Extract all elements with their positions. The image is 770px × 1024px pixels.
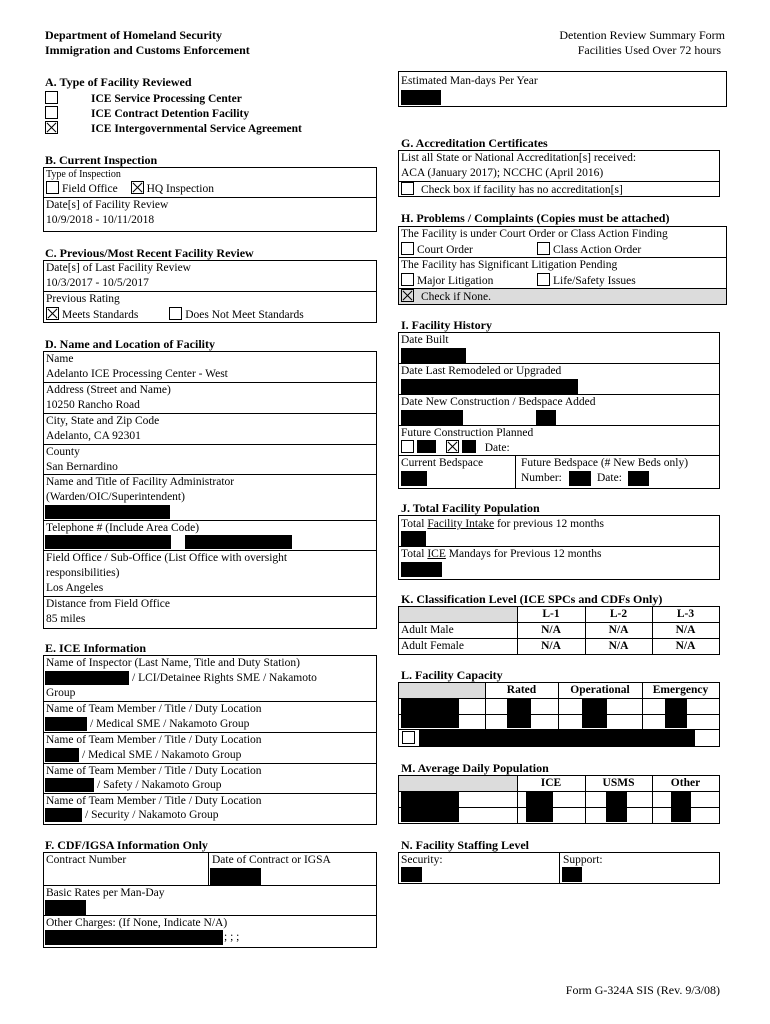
team-member-4: / Security / Nakamoto Group bbox=[85, 809, 219, 821]
court-order-options bbox=[401, 242, 473, 257]
city-label: City, State and Zip Code bbox=[46, 415, 160, 427]
future-date-label: Date: bbox=[484, 442, 510, 454]
team-member-3: / Safety / Nakamoto Group bbox=[97, 779, 222, 791]
section-g-title: G. Accreditation Certificates bbox=[401, 136, 548, 150]
current-bedspace-label: Current Bedspace bbox=[401, 457, 484, 469]
redacted-block bbox=[606, 792, 627, 822]
section-n-title: N. Facility Staffing Level bbox=[401, 838, 529, 852]
cdf-igsa-box bbox=[43, 852, 377, 948]
mandays-label: Estimated Man-days Per Year bbox=[401, 75, 538, 87]
checkbox[interactable] bbox=[45, 91, 58, 104]
name-value: Adelanto ICE Processing Center - West bbox=[46, 368, 228, 380]
accreditation-list-label: List all State or National Accreditation[s] received: bbox=[401, 152, 637, 164]
field-office-checkbox[interactable] bbox=[46, 181, 59, 194]
none-checkbox[interactable] bbox=[401, 289, 414, 302]
mandays-box bbox=[398, 71, 727, 107]
no-accreditation-label: Check box if facility has no accreditation[s] bbox=[421, 184, 623, 196]
new-construction-label: Date New Construction / Bedspace Added bbox=[401, 396, 596, 408]
none-option bbox=[401, 289, 491, 304]
team-label: Name of Team Member / Title / Duty Location bbox=[46, 734, 262, 746]
redacted-block bbox=[417, 440, 436, 453]
redacted-block bbox=[401, 562, 442, 577]
header-shade bbox=[399, 607, 517, 622]
accreditation-list-value: ACA (January 2017); NCCHC (April 2016) bbox=[401, 167, 604, 179]
distance-value: 85 miles bbox=[46, 613, 86, 625]
redacted-block bbox=[45, 900, 86, 915]
field-office-label: Field Office bbox=[62, 183, 118, 195]
no-accreditation-checkbox[interactable] bbox=[401, 182, 414, 195]
option-label: ICE Service Processing Center bbox=[91, 93, 242, 105]
distance-label: Distance from Field Office bbox=[46, 598, 171, 610]
redacted-block bbox=[569, 471, 591, 486]
redacted-block bbox=[210, 868, 261, 885]
previous-rating-label: Previous Rating bbox=[46, 293, 120, 305]
section-h-title: H. Problems / Complaints (Copies must be attached) bbox=[401, 211, 670, 225]
option-label: ICE Contract Detention Facility bbox=[91, 108, 250, 120]
support-label: Support: bbox=[563, 854, 603, 866]
redacted-block bbox=[401, 471, 427, 486]
col-l2: L-2 bbox=[609, 608, 628, 620]
redacted-block bbox=[401, 867, 422, 882]
staffing-box bbox=[398, 852, 720, 884]
facility-location-box bbox=[43, 351, 377, 629]
redacted-block bbox=[45, 535, 171, 549]
future-yes-checkbox[interactable] bbox=[446, 440, 459, 453]
no-accreditation-option bbox=[401, 182, 623, 197]
ice-mandays-label: Total ICE Mandays for Previous 12 months bbox=[401, 548, 602, 560]
col-emergency: Emergency bbox=[652, 684, 709, 696]
team-label: Name of Team Member / Title / Duty Location bbox=[46, 765, 262, 777]
hq-inspection-checkbox[interactable] bbox=[131, 181, 144, 194]
col-rated: Rated bbox=[506, 684, 537, 696]
divider bbox=[559, 853, 560, 883]
redacted-block bbox=[526, 792, 553, 822]
redacted-block bbox=[401, 348, 466, 363]
review-dates-value: 10/9/2018 - 10/11/2018 bbox=[46, 214, 155, 226]
future-no-checkbox[interactable] bbox=[401, 440, 414, 453]
header-shade bbox=[399, 776, 517, 791]
cell: N/A bbox=[541, 624, 561, 636]
section-b-title: B. Current Inspection bbox=[45, 153, 158, 167]
future-construction-label: Future Construction Planned bbox=[401, 427, 534, 439]
team-member-1: / Medical SME / Nakamoto Group bbox=[90, 718, 250, 730]
team-label: Name of Team Member / Title / Duty Location bbox=[46, 795, 262, 807]
major-litigation-label: Major Litigation bbox=[417, 275, 494, 287]
redacted-block bbox=[45, 717, 87, 731]
cell: N/A bbox=[608, 624, 629, 636]
last-review-value: 10/3/2017 - 10/5/2017 bbox=[46, 277, 149, 289]
redacted-block bbox=[401, 792, 459, 822]
phone-label: Telephone # (Include Area Code) bbox=[46, 522, 200, 534]
redacted-block bbox=[45, 748, 79, 762]
field-office-label-2: responsibilities) bbox=[46, 567, 120, 579]
form-title bbox=[559, 28, 725, 58]
redacted-block bbox=[419, 729, 695, 746]
section-m-title: M. Average Daily Population bbox=[401, 761, 549, 775]
contract-date-label: Date of Contract or IGSA bbox=[212, 854, 331, 866]
cell: N/A bbox=[675, 640, 696, 652]
review-dates-label: Date[s] of Facility Review bbox=[46, 199, 169, 211]
not-meets-checkbox[interactable] bbox=[169, 307, 182, 320]
date-built-label: Date Built bbox=[401, 334, 449, 346]
redacted-block bbox=[536, 410, 556, 425]
rates-label: Basic Rates per Man-Day bbox=[46, 887, 165, 899]
total-population-box bbox=[398, 515, 720, 580]
cell: N/A bbox=[608, 640, 629, 652]
admin-label: Name and Title of Facility Administrator bbox=[46, 476, 235, 488]
meets-label: Meets Standards bbox=[62, 309, 139, 321]
cell: N/A bbox=[541, 640, 561, 652]
header-agency: Immigration and Customs Enforcement bbox=[45, 43, 250, 57]
form-number: Form G-324A SIS (Rev. 9/3/08) bbox=[565, 983, 720, 997]
redacted-block bbox=[507, 699, 531, 728]
redacted-block bbox=[401, 531, 426, 546]
current-inspection-box bbox=[43, 167, 377, 232]
other-charges-value: ; ; ; bbox=[224, 931, 240, 943]
future-bedspace-date-label: Date: bbox=[597, 472, 622, 484]
security-label: Security: bbox=[401, 854, 443, 866]
rating-options bbox=[46, 307, 304, 322]
section-k-title: K. Classification Level (ICE SPCs and CDFs Only) bbox=[401, 592, 663, 606]
accreditation-box bbox=[398, 150, 720, 197]
none-label: Check if None. bbox=[421, 291, 491, 303]
major-litigation-option bbox=[401, 273, 493, 288]
header-dept: Department of Homeland Security bbox=[45, 28, 222, 42]
inspector-value-2: Group bbox=[46, 687, 76, 699]
col-other: Other bbox=[670, 777, 701, 789]
future-construction-options bbox=[401, 440, 510, 455]
future-bedspace-number-label: Number: bbox=[521, 472, 562, 484]
team-member-2: / Medical SME / Nakamoto Group bbox=[82, 749, 242, 761]
previous-review-box bbox=[43, 260, 377, 323]
litigation-label: The Facility has Significant Litigation Pending bbox=[401, 259, 618, 271]
address-label: Address (Street and Name) bbox=[46, 384, 171, 396]
capacity-checkbox-row bbox=[402, 731, 418, 746]
redacted-block bbox=[665, 699, 687, 728]
section-f-title: F. CDF/IGSA Information Only bbox=[45, 838, 208, 852]
city-value: Adelanto, CA 92301 bbox=[46, 430, 141, 442]
col-l1: L-1 bbox=[542, 608, 560, 620]
remodeled-label: Date Last Remodeled or Upgraded bbox=[401, 365, 562, 377]
type-label: Type of Inspection bbox=[46, 169, 121, 180]
redacted-block bbox=[562, 867, 582, 882]
section-l-title: L. Facility Capacity bbox=[401, 668, 503, 682]
life-safety-checkbox[interactable] bbox=[537, 273, 550, 286]
capacity-checkbox[interactable] bbox=[402, 731, 415, 744]
facility-history-box bbox=[398, 332, 720, 489]
address-value: 10250 Rancho Road bbox=[46, 399, 140, 411]
redacted-block bbox=[401, 90, 441, 105]
not-meets-label: Does Not Meet Standards bbox=[185, 309, 304, 321]
form-title-line1: Detention Review Summary Form bbox=[559, 28, 725, 42]
last-review-label: Date[s] of Last Facility Review bbox=[46, 262, 191, 274]
cell: N/A bbox=[675, 624, 696, 636]
class-action-checkbox[interactable] bbox=[537, 242, 550, 255]
hq-inspection-label: HQ Inspection bbox=[146, 183, 214, 195]
redacted-block bbox=[45, 505, 170, 519]
inspector-label: Name of Inspector (Last Name, Title and Duty Station) bbox=[46, 657, 300, 669]
ice-information-box bbox=[43, 655, 377, 825]
col-operational: Operational bbox=[570, 684, 630, 696]
section-a-title: A. Type of Facility Reviewed bbox=[45, 75, 192, 89]
redacted-block bbox=[462, 440, 476, 453]
name-label: Name bbox=[46, 353, 74, 365]
redacted-block bbox=[582, 699, 607, 728]
inspector-value: / LCI/Detainee Rights SME / Nakamoto bbox=[132, 672, 317, 684]
class-action-option bbox=[537, 242, 641, 257]
major-litigation-checkbox[interactable] bbox=[401, 273, 414, 286]
section-e-title: E. ICE Information bbox=[45, 641, 147, 655]
court-order-checkbox[interactable] bbox=[401, 242, 414, 255]
other-charges-label: Other Charges: (If None, Indicate N/A) bbox=[46, 917, 228, 929]
meets-checkbox[interactable] bbox=[46, 307, 59, 320]
life-safety-option bbox=[537, 273, 636, 288]
facility-type-options bbox=[45, 91, 302, 136]
redacted-block bbox=[45, 778, 94, 792]
future-bedspace-label: Future Bedspace (# New Beds only) bbox=[521, 457, 689, 469]
none-row bbox=[399, 288, 726, 304]
team-label: Name of Team Member / Title / Duty Location bbox=[46, 703, 262, 715]
court-order-option-label: Court Order bbox=[417, 244, 473, 256]
redacted-block bbox=[671, 792, 691, 822]
col-usms: USMS bbox=[602, 777, 635, 789]
section-c-title: C. Previous/Most Recent Facility Review bbox=[45, 246, 254, 260]
contract-number-label: Contract Number bbox=[46, 854, 127, 866]
problems-box bbox=[398, 226, 727, 305]
county-label: County bbox=[46, 446, 80, 458]
option-label: ICE Intergovernmental Service Agreement bbox=[91, 123, 302, 135]
section-j-title: J. Total Facility Population bbox=[401, 501, 540, 515]
capacity-table bbox=[398, 682, 720, 747]
court-order-label: The Facility is under Court Order or Class Action Finding bbox=[401, 228, 668, 240]
redacted-block bbox=[401, 699, 459, 728]
section-d-title: D. Name and Location of Facility bbox=[45, 337, 215, 351]
row-adult-female: Adult Female bbox=[401, 640, 464, 652]
checkbox-checked[interactable] bbox=[45, 121, 58, 134]
facility-type-spc[interactable] bbox=[45, 91, 302, 106]
redacted-block bbox=[401, 379, 578, 394]
redacted-block bbox=[45, 808, 82, 822]
classification-table bbox=[398, 606, 720, 655]
inspection-type-options bbox=[46, 181, 214, 196]
redacted-block bbox=[45, 930, 223, 945]
form-title-line2: Facilities Used Over 72 hours bbox=[577, 43, 721, 57]
county-value: San Bernardino bbox=[46, 461, 118, 473]
section-i-title: I. Facility History bbox=[401, 318, 492, 332]
admin-label-2: (Warden/OIC/Superintendent) bbox=[46, 491, 185, 503]
field-office-label: Field Office / Sub-Office (List Office with oversight bbox=[46, 552, 288, 564]
redacted-block bbox=[401, 410, 463, 425]
divider bbox=[515, 455, 516, 488]
class-action-option-label: Class Action Order bbox=[553, 244, 642, 256]
redacted-block bbox=[185, 535, 292, 549]
col-l3: L-3 bbox=[676, 608, 695, 620]
divider bbox=[208, 853, 209, 886]
life-safety-label: Life/Safety Issues bbox=[553, 275, 636, 287]
checkbox[interactable] bbox=[45, 106, 58, 119]
row-adult-male: Adult Male bbox=[401, 624, 454, 636]
intake-label: Total Facility Intake for previous 12 months bbox=[401, 518, 604, 530]
facility-type-igsa[interactable] bbox=[45, 121, 302, 136]
header-shade bbox=[399, 683, 485, 698]
redacted-block bbox=[628, 471, 649, 486]
daily-population-table bbox=[398, 775, 720, 824]
col-ice: ICE bbox=[540, 777, 562, 789]
redacted-block bbox=[45, 671, 129, 685]
field-office-value: Los Angeles bbox=[46, 582, 104, 594]
facility-type-cdf[interactable] bbox=[45, 106, 302, 121]
